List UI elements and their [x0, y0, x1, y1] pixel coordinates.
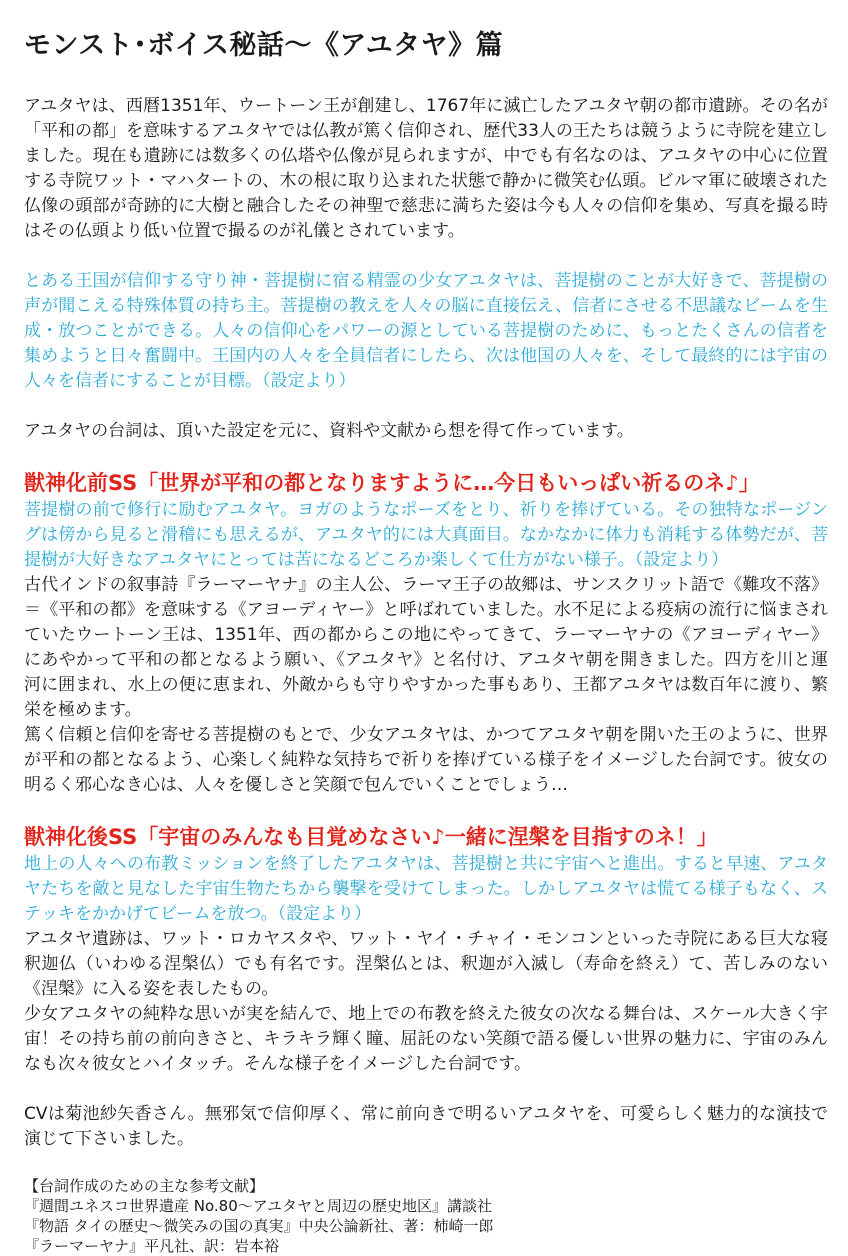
references-section — [24, 1176, 828, 1256]
references-heading: 【台詞作成のための主な参考文献】 — [24, 1177, 265, 1195]
section2-body-paragraph: アユタヤ遺跡は、ワット・ロカヤスタや、ワット・ヤイ・チャイ・モンコンといった寺院にある巨大な寝釈迦仏（いわゆる涅槃仏）でも有名です。涅槃仏とは、釈迦が入滅し（寿命を終え）て、苦しみのない《涅槃》に入る姿を表したもの。 — [24, 929, 828, 999]
section1-body-paragraph: 古代インドの叙事詩『ラーマーヤナ』の主人公、ラーマ王子の故郷は、サンスクリット語で《難攻不落》＝《平和の都》を意味する《アヨーディヤー》と呼ばれていました。水不足による疫病の流行に悩まされていたウートーン王は、1351年、西の都からこの地にやってきて、ラーマーヤナの《アヨーディヤー》にあやかって平和の都となるよう願い、《アユタヤ》と名付け、アユタヤ朝を開きました。四方を川と運河に囲まれ、水上の便に恵まれ、外敵からも守りやすかった事もあり、王都アユタヤは数百年に渡り、繁栄を極めます。 — [24, 575, 828, 720]
reference-item: 『週間ユネスコ世界遺産 No.80～アユタヤと周辺の歴史地区』講談社 — [24, 1197, 493, 1215]
reference-item: 『物語 タイの歴史～微笑みの国の真実』中央公論新社、著：柿崎一郎 — [24, 1217, 494, 1235]
document-page — [24, 28, 828, 1256]
voice-actor-paragraph: CVは菊池紗矢香さん。無邪気で信仰厚く、常に前向きで明るいアユタヤを、可愛らしく魅力的な演技で演じて下さいました。 — [24, 1104, 828, 1149]
intro-paragraph: アユタヤは、西暦1351年、ウートーン王が創建し、1767年に滅亡したアユタヤ朝の都市遺跡。その名が「平和の都」を意味するアユタヤでは仏教が篤く信仰され、歴代33人の王たちは競うように寺院を建立しました。現在も遺跡には数多くの仏塔や仏像が見られますが、中でも有名なのは、アユタヤの中心に位置する寺院ワット・マハタートの、木の根に取り込まれた状態で静かに微笑む仏頭。ビルマ軍に破壊された仏像の頭部が奇跡的に大樹と融合したその神聖で慈悲に満ちた姿は今も人々の信仰を集め、写真を撮る時はその仏頭より低い位置で撮るのが礼儀とされています。 — [24, 96, 828, 241]
note-paragraph: アユタヤの台詞は、頂いた設定を元に、資料や文献から想を得て作っています。 — [24, 421, 634, 441]
section-heading-post-evolution: 獣神化後SS「宇宙のみんなも目覚めなさい♪一緒に涅槃を目指すのネ！」 — [24, 825, 718, 849]
character-setting-paragraph: とある王国が信仰する守り神・菩提樹に宿る精霊の少女アユタヤは、菩提樹のことが大好きで、菩提樹の声が聞こえる特殊体質の持ち主。菩提樹の教えを人々の脳に直接伝え、信者にさせる不思議なビームを生成・放つことができる。人々の信仰心をパワーの源としている菩提樹のために、もっとたくさんの信者を集めようと日々奮闘中。王国内の人々を全員信者にしたら、次は他国の人々を、そして最終的には宇宙の人々を信者にすることが目標。（設定より） — [24, 271, 828, 391]
reference-item: 『ラーマーヤナ』平凡社、訳：岩本裕 — [24, 1237, 280, 1255]
section1-body-paragraph: 篤く信頼と信仰を寄せる菩提樹のもとで、少女アユタヤは、かつてアユタヤ朝を開いた王のように、世界が平和の都となるよう、心楽しく純粋な気持ちで祈りを捧げている様子をイメージした台詞です。彼女の明るく邪心なき心は、人々を優しさと笑顔で包んでいくことでしょう… — [24, 725, 828, 795]
page-title: モンスト･ボイス秘話～《アユタヤ》篇 — [24, 30, 504, 61]
section2-setting-paragraph: 地上の人々への布教ミッションを終了したアユタヤは、菩提樹と共に宇宙へと進出。すると早速、アユタヤたちを敵と見なした宇宙生物たちから襲撃を受けてしまった。しかしアユタヤは慌てる様子もなく、ステッキをかかげてビームを放つ。（設定より） — [24, 854, 828, 924]
section-heading-pre-evolution: 獣神化前SS「世界が平和の都となりますように…今日もいっぱい祈るのネ♪」 — [24, 471, 760, 495]
section1-setting-paragraph: 菩提樹の前で修行に励むアユタヤ。ヨガのようなポーズをとり、祈りを捧げている。その独特なポージングは傍から見ると滑稽にも思えるが、アユタヤ的には大真面目。なかなかに体力も消耗する体勢だが、菩提樹が大好きなアユタヤにとっては苦になるどころか楽しくて仕方がない様子。（設定より） — [24, 500, 828, 570]
section2-body-paragraph: 少女アユタヤの純粋な思いが実を結んで、地上での布教を終えた彼女の次なる舞台は、スケール大きく宇宙！その持ち前の前向きさと、キラキラ輝く瞳、屈託のない笑顔で語る優しい世界の魅力に、宇宙のみんなも次々彼女とハイタッチ。そんな様子をイメージした台詞です。 — [24, 1004, 828, 1074]
